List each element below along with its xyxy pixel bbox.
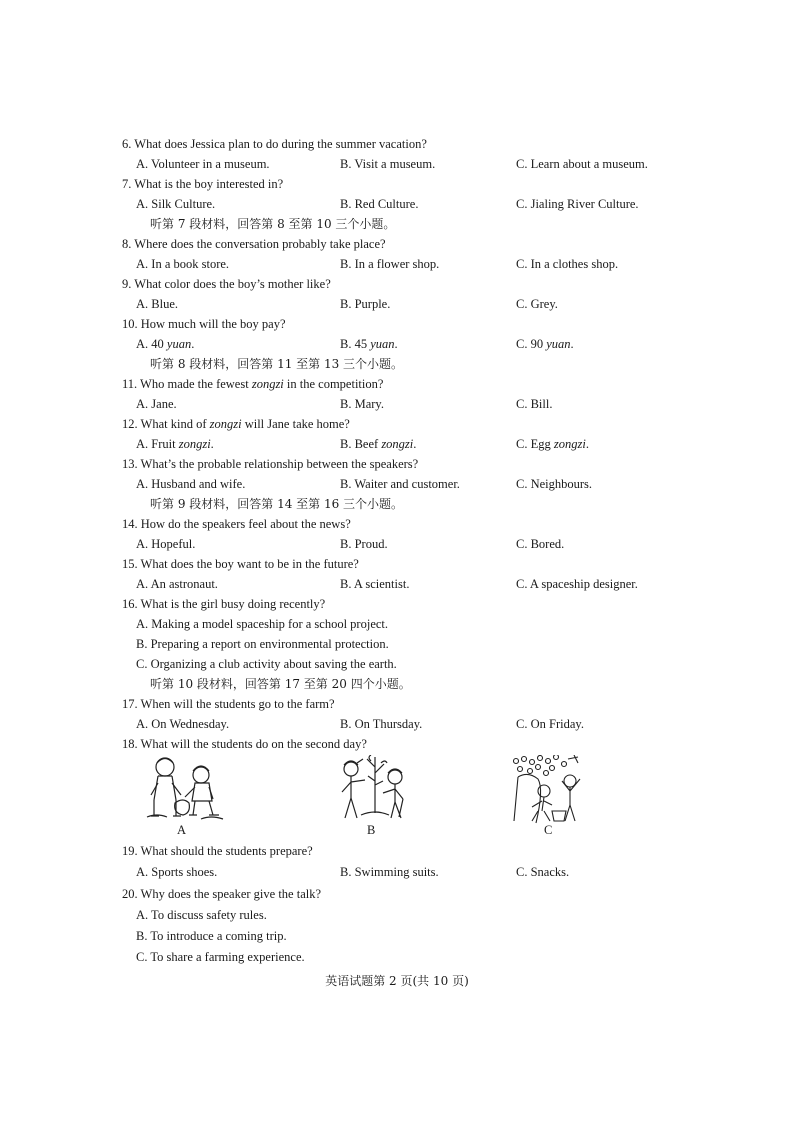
option-b: B. Beef zongzi.	[340, 437, 417, 451]
option-c: C. A spaceship designer.	[516, 577, 638, 591]
option-a: A. Volunteer in a museum.	[136, 157, 270, 171]
question-20: 20. Why does the speaker give the talk?	[122, 887, 322, 901]
option-c: C. Learn about a museum.	[516, 157, 648, 171]
options-8	[0, 254, 794, 274]
question-19: 19. What should the students prepare?	[122, 844, 313, 858]
option-b: B. Proud.	[340, 537, 388, 551]
option-a: A. On Wednesday.	[136, 717, 230, 731]
instruction-10: 听第 10 段材料，回答第 17 至第 20 四个小题。	[150, 677, 411, 691]
option-a: A. Blue.	[136, 297, 179, 311]
option-16-b: B. Preparing a report on environmental protection.	[136, 637, 389, 651]
options-19	[0, 862, 794, 882]
option-b: B. In a flower shop.	[340, 257, 440, 271]
options-7	[0, 194, 794, 214]
question-8: 8. Where does the conversation probably take place?	[122, 237, 386, 251]
option-a: A. Husband and wife.	[136, 477, 246, 491]
picture-b-tree-planting-illustration	[335, 755, 415, 825]
question-11: 11. Who made the fewest zongzi in the competition?	[122, 377, 384, 391]
picture-a-harvesting-illustration	[145, 755, 225, 823]
option-c: C. 90 yuan.	[516, 337, 574, 351]
option-20-c: C. To share a farming experience.	[136, 950, 305, 964]
question-18-pictures	[0, 755, 794, 840]
options-12	[0, 434, 794, 454]
options-11	[0, 394, 794, 414]
option-b: B. Swimming suits.	[340, 865, 439, 879]
option-a: A. Jane.	[136, 397, 177, 411]
question-6: 6. What does Jessica plan to do during the summer vacation?	[122, 137, 427, 151]
instruction-8: 听第 8 段材料，回答第 11 至第 13 三个小题。	[150, 357, 404, 371]
question-15: 15. What does the boy want to be in the future?	[122, 557, 359, 571]
options-10	[0, 334, 794, 354]
option-b: B. Waiter and customer.	[340, 477, 460, 491]
option-b: B. Visit a museum.	[340, 157, 436, 171]
option-16-a: A. Making a model spaceship for a school project.	[136, 617, 389, 631]
option-a: A. Fruit zongzi.	[136, 437, 214, 451]
option-c: C. Snacks.	[516, 865, 570, 879]
options-17	[0, 714, 794, 734]
picture-b-label: B	[367, 823, 376, 837]
option-20-b: B. To introduce a coming trip.	[136, 929, 287, 943]
option-c: C. Egg zongzi.	[516, 437, 589, 451]
option-20-a: A. To discuss safety rules.	[136, 908, 267, 922]
options-14	[0, 534, 794, 554]
option-b: B. Red Culture.	[340, 197, 419, 211]
instruction-7: 听第 7 段材料，回答第 8 至第 10 三个小题。	[150, 217, 396, 231]
options-15	[0, 574, 794, 594]
question-17: 17. When will the students go to the farm?	[122, 697, 335, 711]
option-a: A. Hopeful.	[136, 537, 196, 551]
question-18: 18. What will the students do on the second day?	[122, 737, 367, 751]
question-14: 14. How do the speakers feel about the news?	[122, 517, 351, 531]
option-c: C. Jialing River Culture.	[516, 197, 639, 211]
picture-c-fruit-picking-illustration	[508, 755, 588, 825]
picture-c-label: C	[544, 823, 553, 837]
picture-a-label: A	[177, 823, 187, 837]
option-b: B. A scientist.	[340, 577, 410, 591]
option-a: A. Silk Culture.	[136, 197, 216, 211]
question-16: 16. What is the girl busy doing recently?	[122, 597, 326, 611]
options-13	[0, 474, 794, 494]
option-c: C. Bill.	[516, 397, 553, 411]
page-footer: 英语试题第 2 页(共 10 页)	[325, 974, 469, 988]
options-9	[0, 294, 794, 314]
option-c: C. In a clothes shop.	[516, 257, 619, 271]
question-12: 12. What kind of zongzi will Jane take home?	[122, 417, 350, 431]
instruction-9: 听第 9 段材料，回答第 14 至第 16 三个小题。	[150, 497, 404, 511]
option-b: B. On Thursday.	[340, 717, 423, 731]
option-b: B. Mary.	[340, 397, 384, 411]
option-c: C. Grey.	[516, 297, 558, 311]
option-16-c: C. Organizing a club activity about saving the earth.	[136, 657, 397, 671]
option-a: A. An astronaut.	[136, 577, 218, 591]
question-10: 10. How much will the boy pay?	[122, 317, 286, 331]
option-b: B. Purple.	[340, 297, 391, 311]
option-a: A. Sports shoes.	[136, 865, 218, 879]
question-7: 7. What is the boy interested in?	[122, 177, 284, 191]
option-b: B. 45 yuan.	[340, 337, 398, 351]
option-c: C. Bored.	[516, 537, 565, 551]
options-6	[0, 154, 794, 174]
question-9: 9. What color does the boy’s mother like?	[122, 277, 331, 291]
option-a: A. In a book store.	[136, 257, 230, 271]
option-c: C. On Friday.	[516, 717, 584, 731]
question-13: 13. What’s the probable relationship between the speakers?	[122, 457, 419, 471]
option-a: A. 40 yuan.	[136, 337, 195, 351]
option-c: C. Neighbours.	[516, 477, 593, 491]
